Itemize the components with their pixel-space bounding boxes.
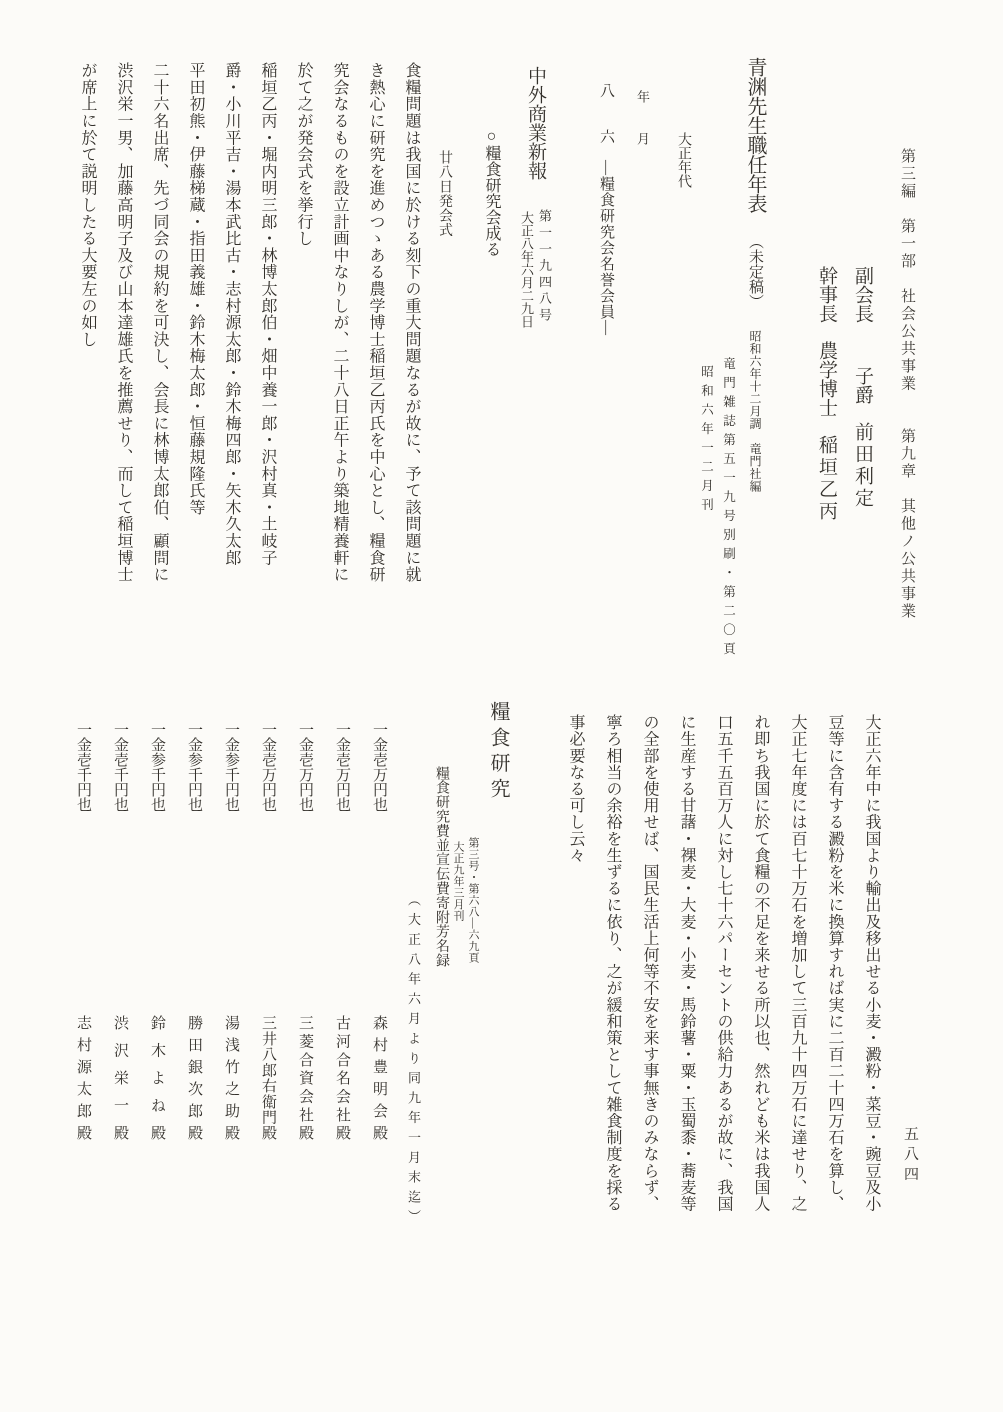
officer-title: 子爵 — [852, 365, 873, 404]
donation-donor-name: 勝田銀次郎殿 — [186, 1015, 202, 1147]
era-label: 大正年代 — [676, 132, 691, 188]
text-column: 大正六年中に我国より輸出及移出せる小麦・澱粉・菜豆・豌豆及小 — [863, 714, 880, 1212]
donation-amount: 一金壱万円也 — [371, 722, 387, 812]
donation-donor-name: 湯浅竹之助殿 — [223, 1015, 239, 1147]
text-column: が席上に於て説明したる大要左の如し — [79, 62, 96, 348]
page-number: 五八四 — [902, 1126, 918, 1186]
donation-entry — [323, 718, 360, 1188]
donation-amount: 一金参千円也 — [186, 722, 202, 812]
text-column: 於て之が発会式を挙行し — [295, 62, 312, 247]
donation-amount: 一金参千円也 — [223, 722, 239, 812]
text-column: 稲垣乙丙・堀内明三郎・林博太郎伯・畑中養一郎・沢村真・土岐子 — [259, 62, 276, 566]
officer-role: 幹事長 — [816, 266, 837, 323]
article-summary — [556, 714, 890, 1274]
journal-name: 糧食研究 — [487, 701, 509, 804]
chronology-reprint-date: 昭和六年一二月刊 — [699, 365, 714, 517]
donation-list-period: （大正八年六月より同九年一月末迄） — [406, 893, 421, 1230]
year-value: 八 — [598, 83, 614, 98]
text-column: 寧ろ相当の余裕を生ずるに依り、之が緩和策として雑食制度を採る — [604, 714, 621, 1212]
text-column: の全部を使用せば、国民生活上何等不安を来す事無きのみならず、 — [641, 714, 658, 1212]
donation-entry — [175, 718, 212, 1188]
text-column: 究会なるものを設立計画中なりしが、二十八日正午より築地精養軒に — [331, 62, 348, 583]
donation-donor-name: 森村豊明会殿 — [371, 1015, 387, 1147]
chronology-title-column — [745, 57, 765, 493]
donation-entry — [64, 718, 101, 1188]
chronology-title: 青渊先生職任年表 — [744, 57, 766, 213]
text-column: 渋沢栄一男、加藤高明子及び山本達雄氏を推薦せり、而して稲垣博士 — [115, 62, 132, 583]
donation-list — [64, 718, 397, 1188]
donation-entry — [249, 718, 286, 1188]
text-column: 爵・小川平吉・湯本武比古・志村源太郎・鈴木梅四郎・矢木久太郎 — [223, 62, 240, 566]
donation-donor-name: 三井八郎右衛門殿 — [260, 1015, 276, 1141]
donation-list-title: 糧食研究費並宣伝費寄附芳名録 — [434, 766, 449, 968]
donation-amount: 一金壱千円也 — [112, 722, 128, 812]
officer-name: 稲垣乙丙 — [816, 434, 837, 523]
text-column: 大正七年度には百七十万石を増加して三百九十四万石に達せり、之 — [789, 714, 806, 1212]
text-column: 豆等に含有する澱粉を米に換算すれば実に二百二十四万石を算し、 — [826, 714, 843, 1212]
officer-title: 農学博士 — [816, 340, 837, 417]
donation-amount: 一金壱万円也 — [297, 722, 313, 812]
newspaper-issue-number: 第一一九四八号 — [537, 209, 552, 325]
chronology-reprint-note: 竜門雑誌第五一九号別刷・第二〇頁 — [721, 357, 736, 661]
donation-amount: 一金壱万円也 — [334, 722, 350, 812]
journal-issue-number: 第三号・第六八―六九頁 — [467, 837, 479, 964]
officer-name: 前田利定 — [852, 421, 873, 510]
year-column-header: 年 — [635, 90, 650, 103]
newspaper-issue-date: 大正八年六月二九日 — [519, 211, 534, 328]
article-subhead: 廿八日発会式 — [437, 150, 452, 237]
donation-amount: 一金参千円也 — [149, 722, 165, 812]
running-head: 第三編 第一部 社会公共事業 第九章 其他ノ公共事業 — [899, 148, 915, 621]
donation-amount: 一金壱千円也 — [75, 722, 91, 812]
chronology-draft-note: （未定稿） — [747, 234, 763, 309]
officer-role: 副会長 — [852, 266, 873, 323]
text-column: 口五千五百万人に対し七十六パーセントの供給力あるが故に、我国 — [715, 714, 732, 1212]
chronology-compile-note: 昭和六年十二月調 竜門社編 — [748, 330, 762, 493]
donation-entry — [138, 718, 175, 1188]
month-column-header: 月 — [635, 132, 650, 145]
text-column: 事必要なる可し云々 — [567, 714, 584, 864]
donation-donor-name: 三菱合資会社殿 — [297, 1015, 313, 1144]
text-column: に生産する甘藷・裸麦・大麦・小麦・馬鈴薯・粟・玉蜀黍・蕎麦等 — [678, 714, 695, 1212]
donation-entry — [212, 718, 249, 1188]
text-column: 二十六名出席、先づ同会の規約を可決し、会長に林博太郎伯、顧問に — [151, 62, 168, 583]
donation-amount: 一金壱万円也 — [260, 722, 276, 812]
text-column: れ即ち我国に於て食糧の不足を来せる所以也、然れども米は我国人 — [752, 714, 769, 1212]
article-body — [69, 62, 429, 662]
newspaper-name: 中外商業新報 — [525, 66, 546, 180]
donation-donor-name: 鈴木よね殿 — [149, 1015, 165, 1153]
text-column: き熱心に研究を進めつゝある農学博士稲垣乙丙氏を中心とし、糧食研 — [367, 62, 384, 583]
donation-entry — [286, 718, 323, 1188]
officer-row-vice-chair — [853, 266, 872, 510]
officer-row-secretary — [817, 266, 836, 523]
donation-donor-name: 志村源太郎殿 — [75, 1015, 91, 1147]
donation-entry — [360, 718, 397, 1188]
text-column: 平田初熊・伊藤梯蔵・指田義雄・鈴木梅太郎・恒藤規隆氏等 — [187, 62, 204, 516]
donation-donor-name: 渋沢栄一殿 — [112, 1015, 128, 1153]
month-value: 六 — [598, 129, 614, 144]
journal-issue-date: 大正九年三月刊 — [452, 841, 464, 922]
chronology-entry: ―糧食研究会名誉会員― — [598, 160, 614, 336]
text-column: 食糧問題は我国に於ける刻下の重大問題なるが故に、予て該問題に就 — [403, 62, 420, 583]
article-headline: ○糧食研究会成る — [483, 128, 500, 257]
donation-entry — [101, 718, 138, 1188]
donation-donor-name: 古河合名会社殿 — [334, 1015, 350, 1144]
